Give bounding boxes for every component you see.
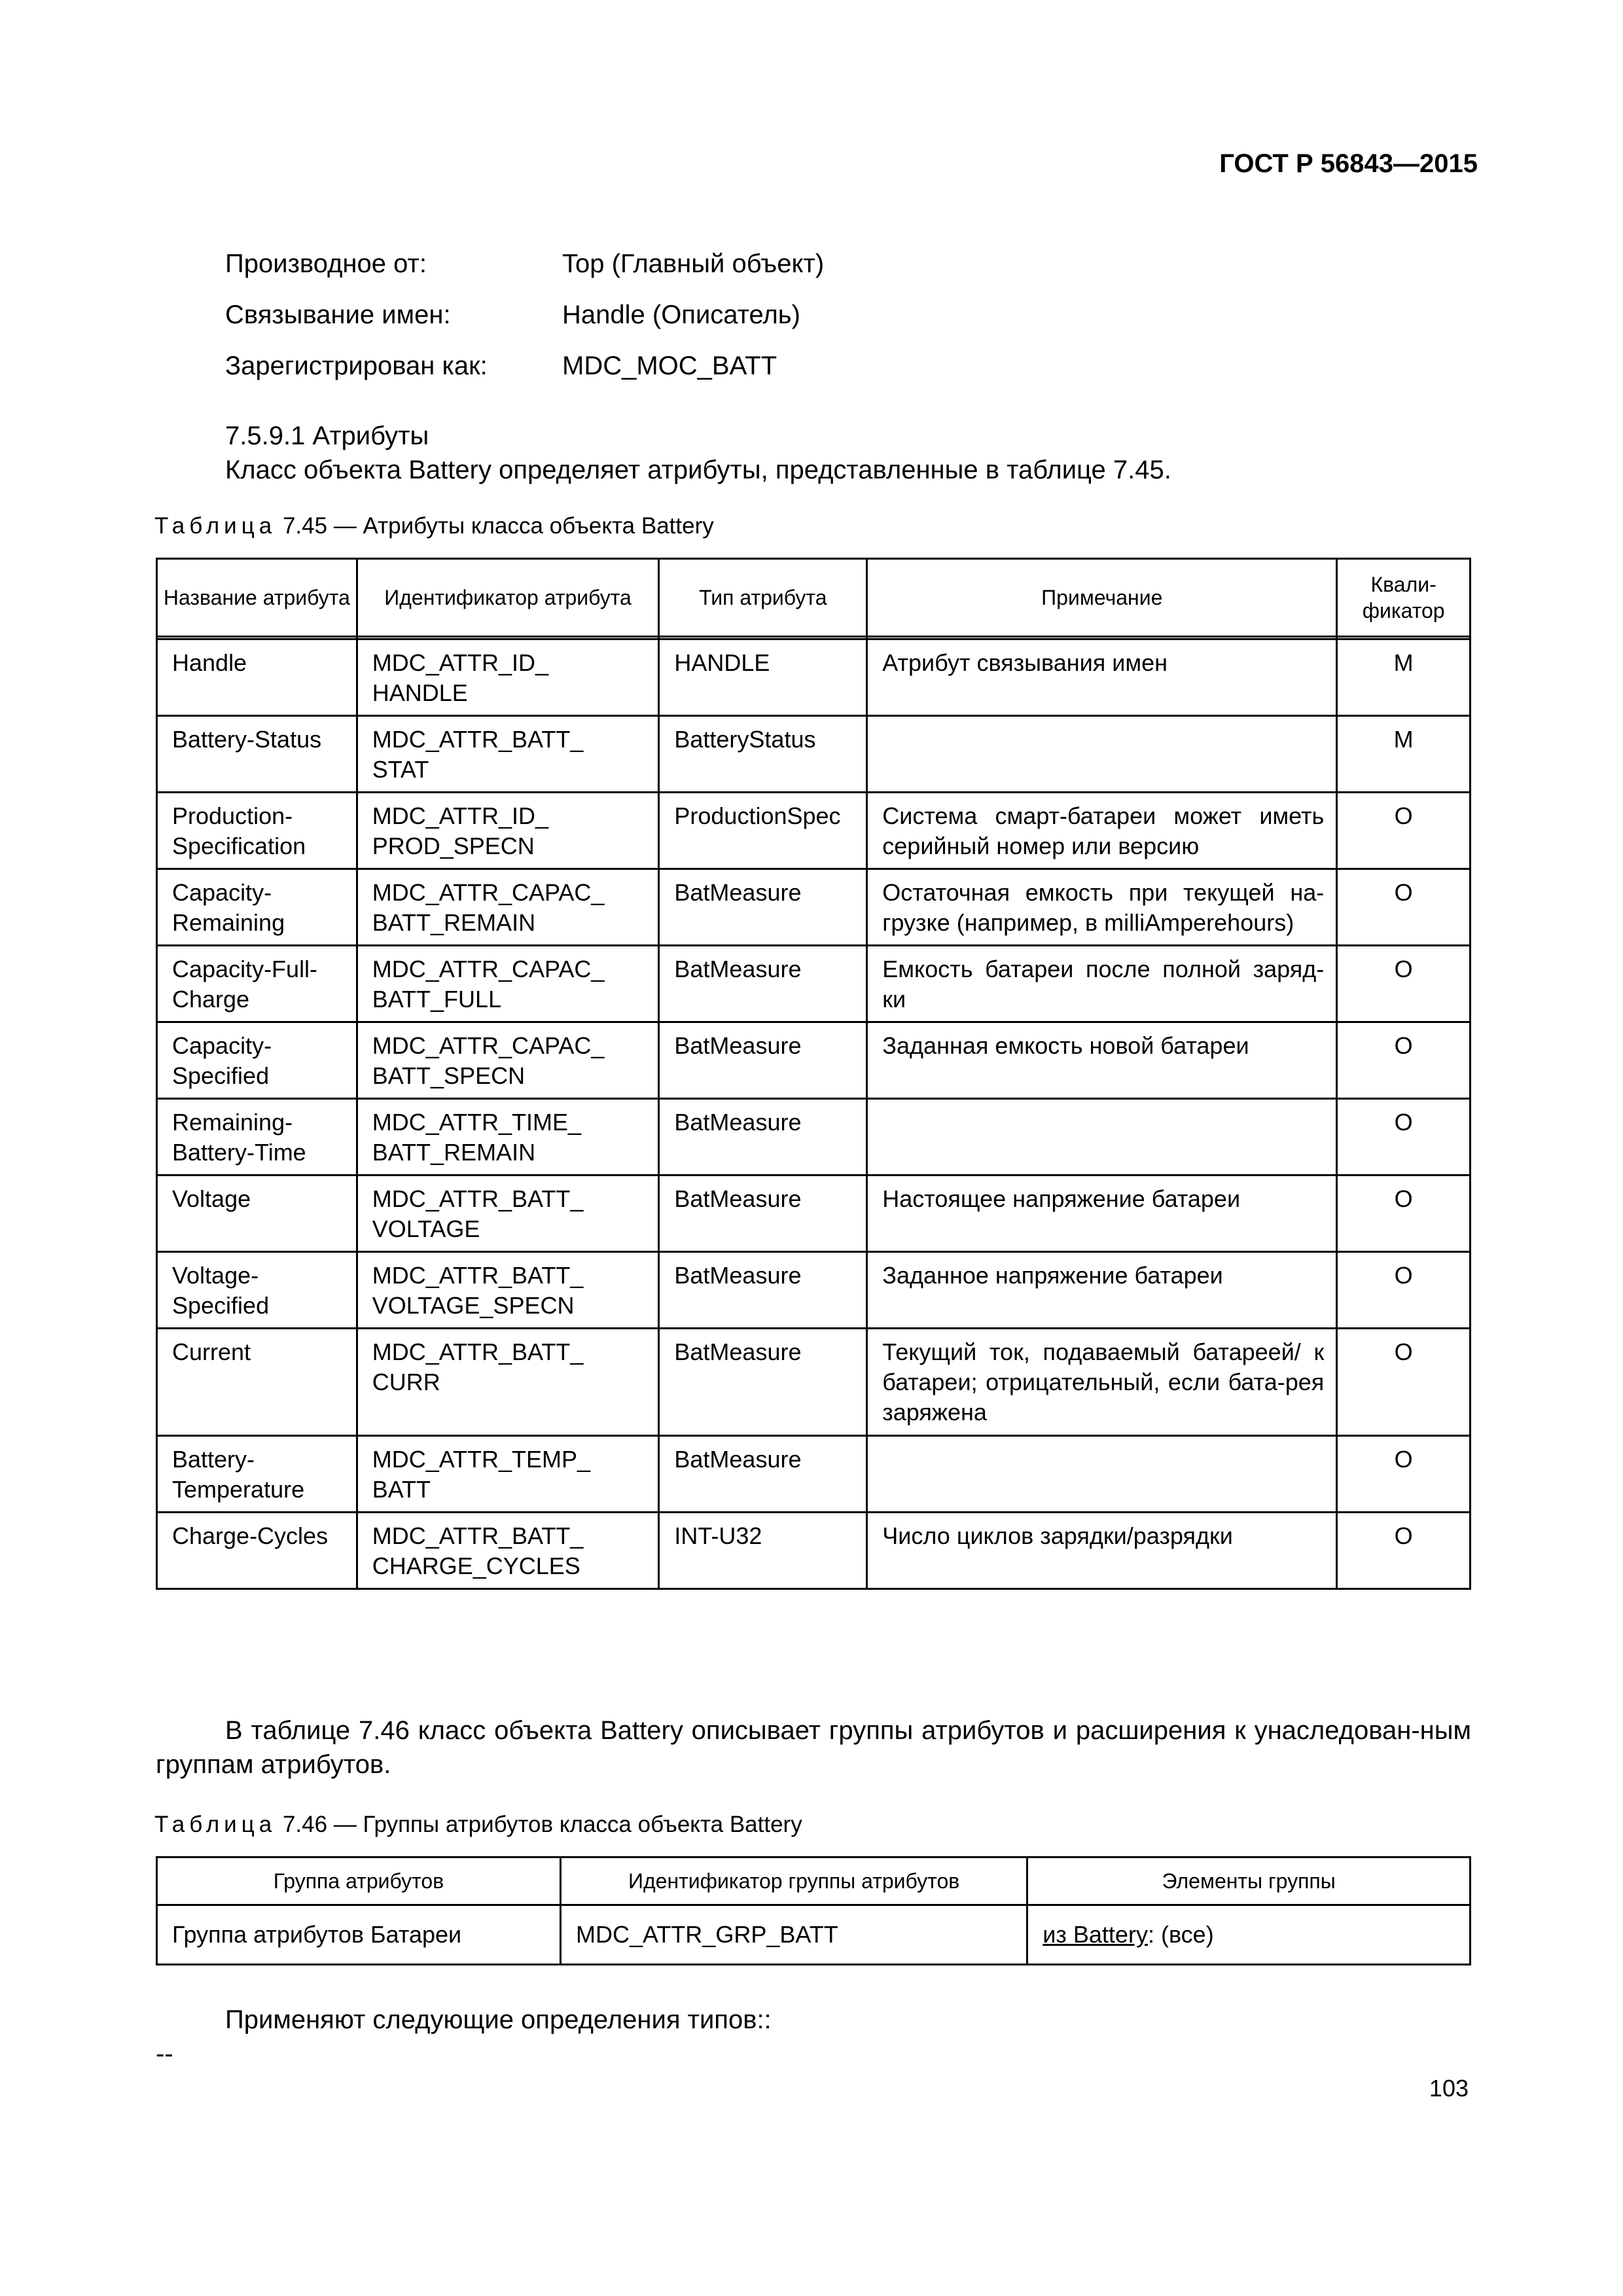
battery-link[interactable]: из Battery [1043, 1921, 1148, 1948]
cell-id: MDC_ATTR_BATT_ CHARGE_CYCLES [357, 1513, 659, 1589]
section-heading: 7.5.9.1 Атрибуты [225, 422, 429, 450]
cell-group-elements [1027, 1905, 1471, 1965]
cell-name: Handle [157, 639, 357, 716]
table-row [157, 1329, 1471, 1436]
caption-word: Таблица [154, 513, 277, 539]
table-row [157, 1022, 1471, 1099]
attributes-table [156, 558, 1471, 1590]
table-header-row [157, 559, 1471, 637]
cell-id: MDC_ATTR_BATT_ CURR [357, 1329, 659, 1436]
cell-id: MDC_ATTR_CAPAC_ BATT_FULL [357, 946, 659, 1022]
cell-note: Число циклов зарядки/разрядки [867, 1513, 1337, 1589]
cell-id: MDC_ATTR_ID_ HANDLE [357, 639, 659, 716]
table-row [157, 1175, 1471, 1252]
cell-type: BatteryStatus [659, 716, 867, 793]
table-row [157, 869, 1471, 946]
cell-group: Группа атрибутов Батареи [157, 1905, 561, 1965]
cell-id: MDC_ATTR_ID_ PROD_SPECN [357, 793, 659, 869]
cell-note: Настоящее напряжение батареи [867, 1175, 1337, 1252]
meta-label: Производное от: [225, 249, 427, 278]
cell-name: Remaining-Battery-Time [157, 1099, 357, 1175]
cell-name: Capacity-Specified [157, 1022, 357, 1099]
cell-qualifier: O [1337, 1252, 1471, 1329]
cell-note [867, 716, 1337, 793]
cell-note: Заданная емкость новой батареи [867, 1022, 1337, 1099]
cell-note: Емкость батареи после полной заряд-ки [867, 946, 1337, 1022]
table-row [157, 639, 1471, 716]
cell-qualifier: O [1337, 1436, 1471, 1513]
elements-rest: : (все) [1147, 1921, 1214, 1948]
table-header-row [157, 1857, 1471, 1905]
meta-label: Связывание имен: [225, 300, 451, 329]
cell-name: Battery-Status [157, 716, 357, 793]
caption-text: 7.45 — Атрибуты класса объекта Battery [282, 513, 714, 539]
cell-qualifier: M [1337, 716, 1471, 793]
cell-qualifier: O [1337, 1175, 1471, 1252]
cell-type: HANDLE [659, 639, 867, 716]
meta-label: Зарегистрирован как: [225, 351, 488, 380]
table-row [157, 716, 1471, 793]
cell-type: BatMeasure [659, 1175, 867, 1252]
cell-id: MDC_ATTR_CAPAC_ BATT_REMAIN [357, 869, 659, 946]
cell-type: BatMeasure [659, 946, 867, 1022]
table-row [157, 1252, 1471, 1329]
meta-row-derived [225, 238, 824, 289]
cell-type: BatMeasure [659, 1436, 867, 1513]
cell-note [867, 1099, 1337, 1175]
col-header-group: Группа атрибутов [157, 1857, 561, 1905]
table-row [157, 1905, 1471, 1965]
col-header-id: Идентификатор атрибута [357, 559, 659, 637]
meta-row-name-binding [225, 289, 824, 340]
meta-row-registered [225, 340, 824, 391]
table-row [157, 1436, 1471, 1513]
table-row [157, 946, 1471, 1022]
cell-name: Current [157, 1329, 357, 1436]
cell-type: BatMeasure [659, 869, 867, 946]
section-text: Класс объекта Battery определяет атрибуты, представленные в таблице 7.45. [225, 456, 1171, 484]
paragraph-table-intro: В таблице 7.46 класс объекта Battery описывает группы атрибутов и расширения к унаследован-ным группам атрибутов. [156, 1716, 1471, 1779]
col-header-group-id: Идентификатор группы атрибутов [560, 1857, 1027, 1905]
col-header-group-elements: Элементы группы [1027, 1857, 1471, 1905]
cell-qualifier: O [1337, 1513, 1471, 1589]
table-row [157, 793, 1471, 869]
page-number: 103 [1429, 2075, 1469, 2102]
cell-name: Production-Specification [157, 793, 357, 869]
meta-value: Top (Главный объект) [562, 249, 825, 278]
cell-name: Voltage-Specified [157, 1252, 357, 1329]
cell-id: MDC_ATTR_BATT_ VOLTAGE [357, 1175, 659, 1252]
paragraph-type-definitions: Применяют следующие определения типов:: [225, 2005, 772, 2034]
meta-value: MDC_MOC_BATT [562, 351, 777, 380]
table-row [157, 1513, 1471, 1589]
col-header-type: Тип атрибута [659, 559, 867, 637]
cell-group-id: MDC_ATTR_GRP_BATT [560, 1905, 1027, 1965]
caption-word: Таблица [154, 1812, 277, 1837]
cell-qualifier: O [1337, 793, 1471, 869]
cell-type: BatMeasure [659, 1099, 867, 1175]
cell-name: Capacity-Remaining [157, 869, 357, 946]
cell-qualifier: O [1337, 946, 1471, 1022]
section-attributes [225, 419, 1171, 487]
cell-name: Battery-Temperature [157, 1436, 357, 1513]
cell-name: Charge-Cycles [157, 1513, 357, 1589]
cell-note: Система смарт-батареи может иметь серийный номер или версию [867, 793, 1337, 869]
table2-caption [154, 1812, 802, 1838]
cell-qualifier: O [1337, 1022, 1471, 1099]
cell-id: MDC_ATTR_TIME_ BATT_REMAIN [357, 1099, 659, 1175]
cell-qualifier: O [1337, 869, 1471, 946]
cell-id: MDC_ATTR_TEMP_ BATT [357, 1436, 659, 1513]
cell-type: BatMeasure [659, 1329, 867, 1436]
cell-type: BatMeasure [659, 1252, 867, 1329]
cell-note: Текущий ток, подаваемый батареей/ к батареи; отрицательный, если бата-рея заряжена [867, 1329, 1337, 1436]
caption-text: 7.46 — Группы атрибутов класса объекта Battery [282, 1812, 802, 1837]
cell-type: ProductionSpec [659, 793, 867, 869]
cell-qualifier: O [1337, 1099, 1471, 1175]
cell-id: MDC_ATTR_BATT_ VOLTAGE_SPECN [357, 1252, 659, 1329]
table1-caption [154, 513, 714, 539]
cell-type: INT-U32 [659, 1513, 867, 1589]
cell-note: Атрибут связывания имен [867, 639, 1337, 716]
cell-note: Заданное напряжение батареи [867, 1252, 1337, 1329]
cell-type: BatMeasure [659, 1022, 867, 1099]
col-header-qualifier: Квали-фикатор [1337, 559, 1471, 637]
cell-note: Остаточная емкость при текущей на-грузке (например, в milliAmperehours) [867, 869, 1337, 946]
meta-block [225, 238, 824, 391]
cell-name: Capacity-Full-Charge [157, 946, 357, 1022]
cell-qualifier: M [1337, 639, 1471, 716]
cell-note [867, 1436, 1337, 1513]
dash-line: -- [156, 2039, 173, 2068]
cell-id: MDC_ATTR_BATT_ STAT [357, 716, 659, 793]
cell-name: Voltage [157, 1175, 357, 1252]
cell-id: MDC_ATTR_CAPAC_ BATT_SPECN [357, 1022, 659, 1099]
meta-value: Handle (Описатель) [562, 300, 800, 329]
col-header-note: Примечание [867, 559, 1337, 637]
col-header-name: Название атрибута [157, 559, 357, 637]
cell-qualifier: O [1337, 1329, 1471, 1436]
table-row [157, 1099, 1471, 1175]
attribute-groups-table [156, 1856, 1471, 1965]
standard-header: ГОСТ Р 56843—2015 [1219, 149, 1478, 178]
